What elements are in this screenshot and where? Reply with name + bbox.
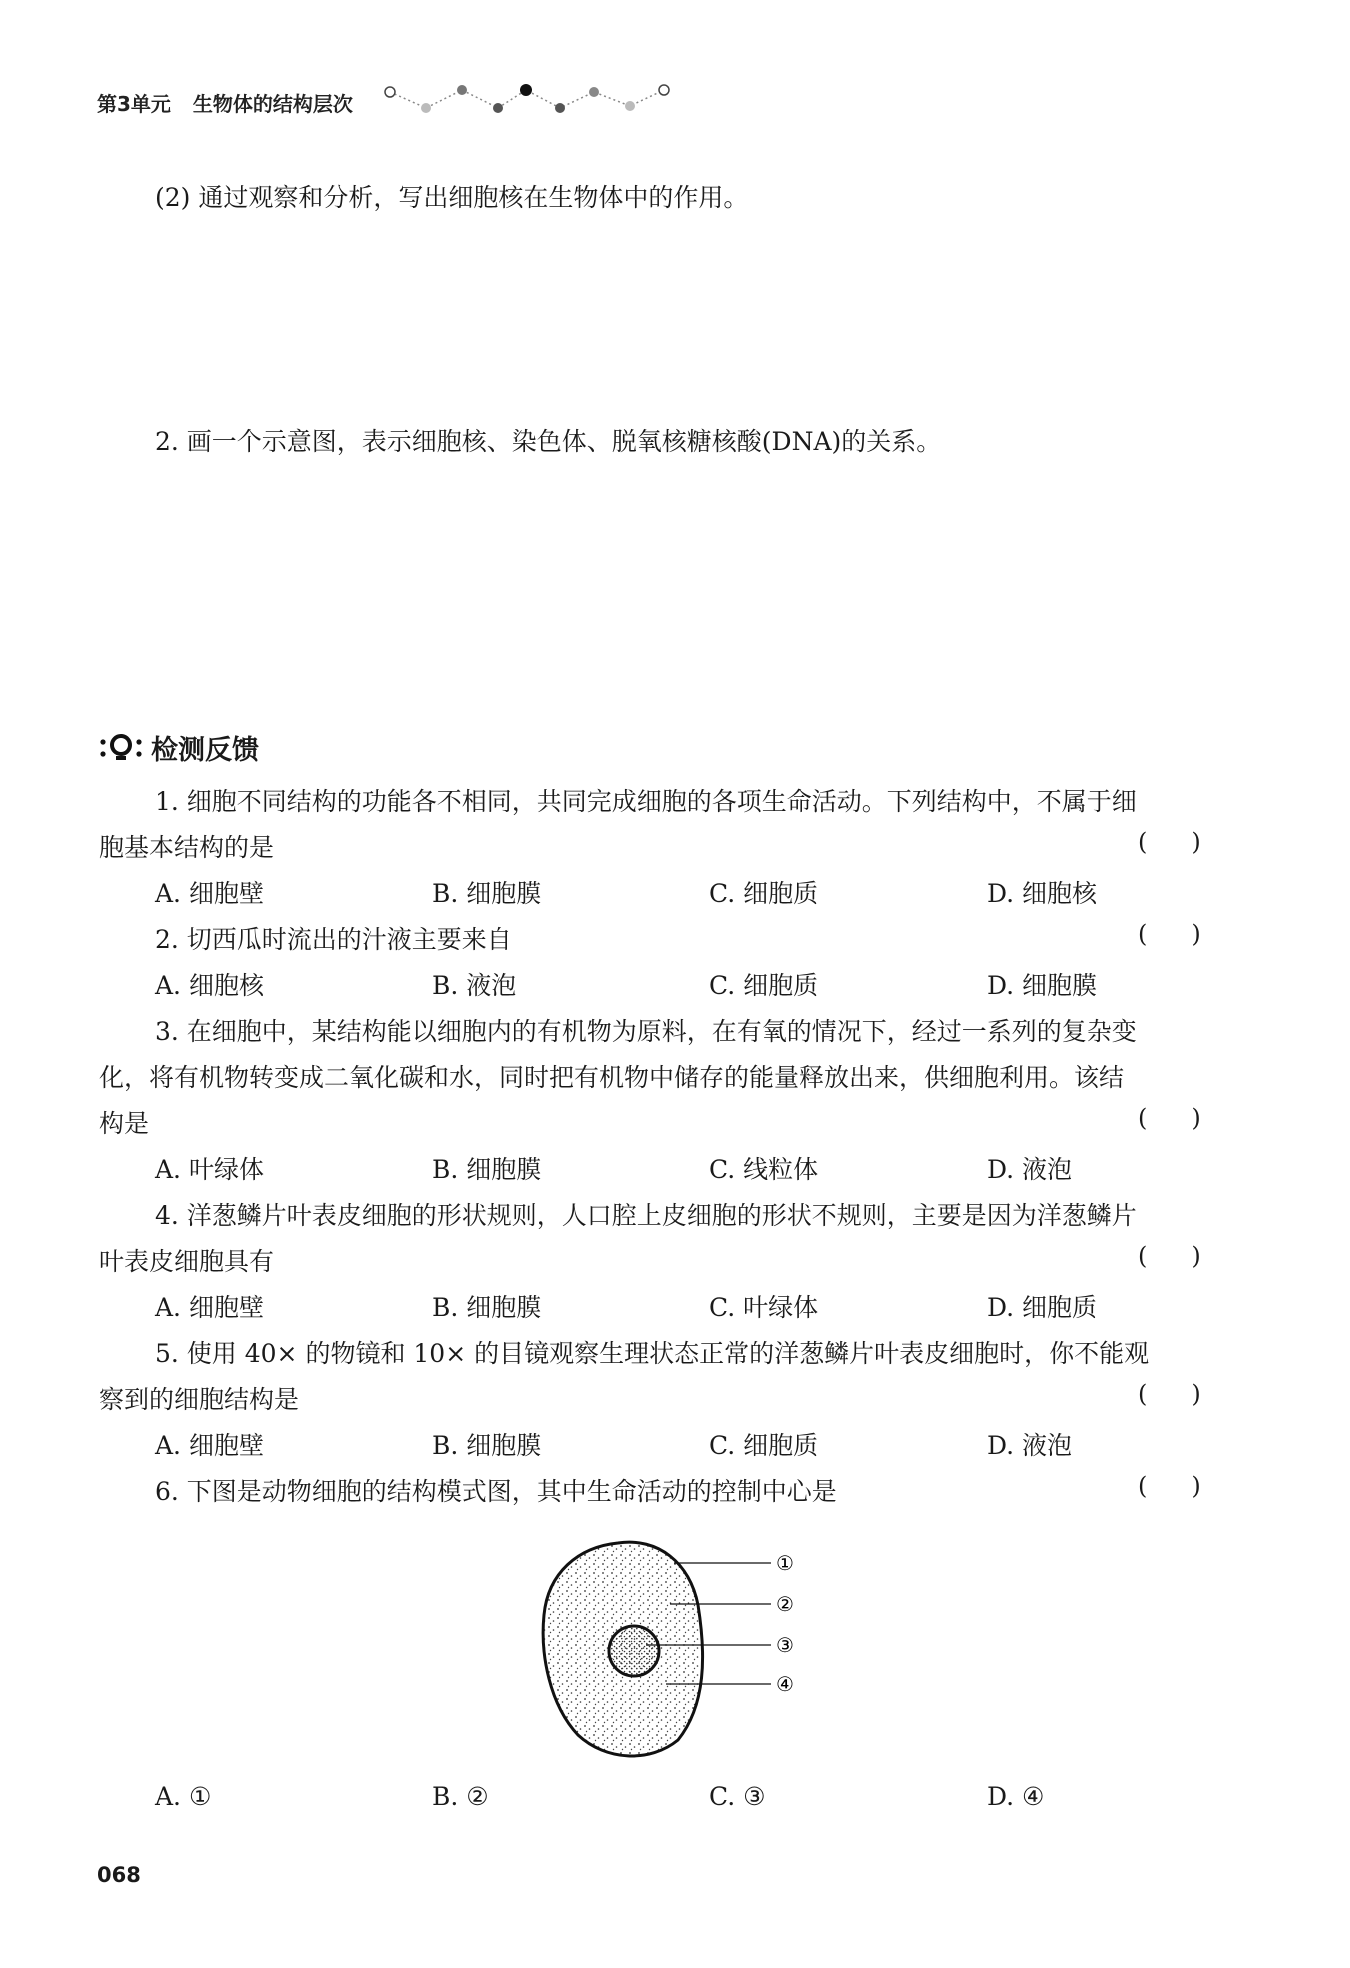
cell-label-1: ① [776,1551,794,1575]
question-4-line-1: 4. 洋葱鳞片叶表皮细胞的形状规则，人口腔上皮细胞的形状不规则，主要是因为洋葱鳞片 [155,1201,1137,1230]
question-4-line-2: 叶表皮细胞具有 [99,1247,275,1276]
question-2-line-1: 2. 切西瓜时流出的汁液主要来自 [155,925,512,954]
option-4d: D. 细胞质 [987,1293,1098,1322]
option-1b: B. 细胞膜 [432,879,542,908]
question-6-line-1: 6. 下图是动物细胞的结构模式图，其中生命活动的控制中心是 [155,1477,837,1506]
answer-blank-4[interactable]: ( ) [1138,1242,1201,1270]
option-3c: C. 线粒体 [709,1155,819,1184]
cell-label-3: ③ [776,1633,794,1657]
option-4b: B. 细胞膜 [432,1293,542,1322]
option-1a: A. 细胞壁 [155,879,264,908]
option-5a: A. 细胞壁 [155,1431,264,1460]
option-2c: C. 细胞质 [709,971,819,1000]
option-5b: B. 细胞膜 [432,1431,542,1460]
unit-label: 第3单元 [97,92,171,116]
question-3-line-2: 化，将有机物转变成二氧化碳和水，同时把有机物中储存的能量释放出来，供细胞利用。该结 [99,1063,1125,1092]
option-4c: C. 叶绿体 [709,1293,819,1322]
option-2a: A. 细胞核 [155,971,264,1000]
cell-label-4: ④ [776,1672,794,1696]
cell-nucleus [609,1626,659,1676]
page-number: 068 [97,1863,141,1887]
option-2b: B. 液泡 [432,971,517,1000]
answer-blank-2[interactable]: ( ) [1138,920,1201,948]
question-1-line-1: 1. 细胞不同结构的功能各不相同，共同完成细胞的各项生命活动。下列结构中，不属于细 [155,787,1137,816]
option-4a: A. 细胞壁 [155,1293,264,1322]
option-5d: D. 液泡 [987,1431,1073,1460]
animal-cell-diagram [538,1535,818,1765]
header-decoration-icon [384,80,674,116]
answer-blank-1[interactable]: ( ) [1138,828,1201,856]
question-5-line-1: 5. 使用 40× 的物镜和 10× 的目镜观察生理状态正常的洋葱鳞片叶表皮细胞时，你不能观 [155,1339,1150,1368]
option-6d: D. ④ [987,1782,1045,1811]
bulb-icon [97,731,143,765]
option-1c: C. 细胞质 [709,879,819,908]
option-3a: A. 叶绿体 [155,1155,264,1184]
option-6a: A. ① [155,1782,212,1811]
question-2-drawing: 2. 画一个示意图，表示细胞核、染色体、脱氧核糖核酸(DNA)的关系。 [155,427,942,456]
option-5c: C. 细胞质 [709,1431,819,1460]
cell-label-2: ② [776,1592,794,1616]
unit-title: 生物体的结构层次 [192,92,353,116]
section-heading [97,728,259,767]
question-3-line-3: 构是 [99,1109,150,1138]
option-3d: D. 液泡 [987,1155,1073,1184]
sub-question-2: (2) 通过观察和分析，写出细胞核在生物体中的作用。 [155,183,749,212]
option-6c: C. ③ [709,1782,766,1811]
option-3b: B. 细胞膜 [432,1155,542,1184]
question-3-line-1: 3. 在细胞中，某结构能以细胞内的有机物为原料，在有氧的情况下，经过一系列的复杂变 [155,1017,1137,1046]
option-2d: D. 细胞膜 [987,971,1098,1000]
option-1d: D. 细胞核 [987,879,1098,908]
page-header [97,88,353,117]
section-title: 检测反馈 [151,735,259,766]
answer-blank-6[interactable]: ( ) [1138,1472,1201,1500]
answer-blank-5[interactable]: ( ) [1138,1380,1201,1408]
option-6b: B. ② [432,1782,489,1811]
question-1-line-2: 胞基本结构的是 [99,833,275,862]
answer-blank-3[interactable]: ( ) [1138,1104,1201,1132]
question-5-line-2: 察到的细胞结构是 [99,1385,300,1414]
